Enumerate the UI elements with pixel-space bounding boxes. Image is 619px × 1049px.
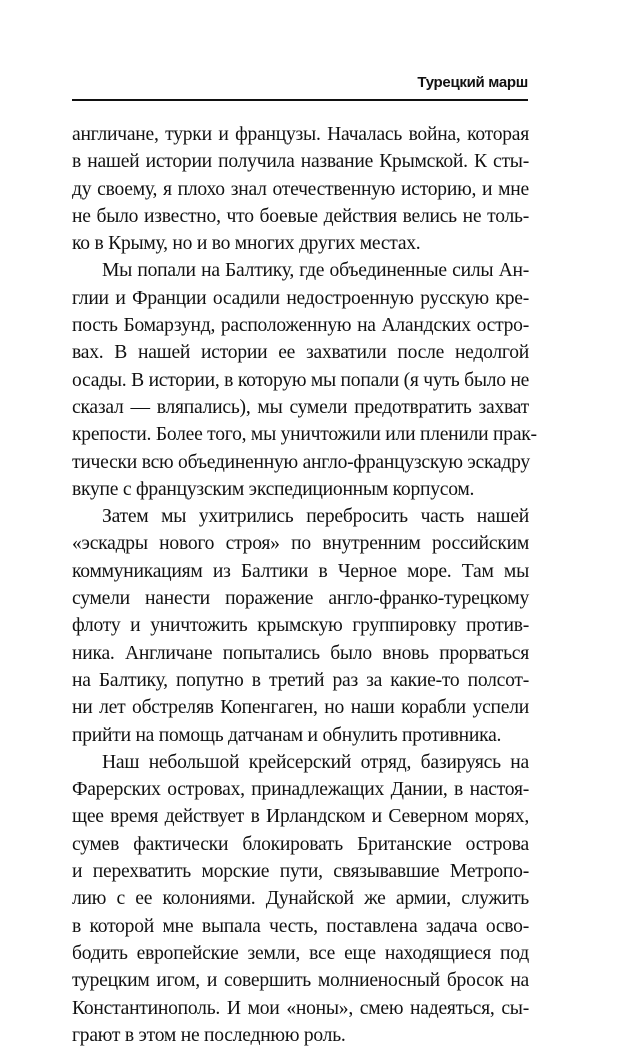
text-line: ника. Англичане попытались было вновь прорваться bbox=[72, 642, 529, 664]
text-line: прийти на помощь датчанам и обнулить противника. bbox=[72, 724, 502, 746]
paragraph-3 bbox=[72, 503, 529, 749]
text-line: грают в этом не последнюю роль. bbox=[72, 1024, 346, 1046]
text-line: в которой мне выпала честь, поставлена задача осво- bbox=[72, 915, 529, 937]
text-line: сумев фактически блокировать Британские острова bbox=[72, 833, 529, 855]
text-line: не было известно, что боевые действия велись не толь- bbox=[72, 205, 529, 227]
header-rule bbox=[72, 99, 528, 101]
text-line: сказал — вляпались), мы сумели предотвратить захват bbox=[72, 396, 529, 418]
text-line: Фарерских островах, принадлежащих Дании, в настоя- bbox=[72, 779, 529, 801]
paragraph-4 bbox=[72, 749, 529, 1049]
paragraph-1 bbox=[72, 121, 529, 257]
text-line: сумели нанести поражение англо-франко-турецкому bbox=[72, 588, 529, 610]
text-line: и перехватить морские пути, связывавшие Метропо- bbox=[72, 861, 529, 883]
text-line: глии и Франции осадили недостроенную русскую кре- bbox=[72, 287, 529, 309]
text-line: бодить европейские земли, все еще находящиеся под bbox=[72, 942, 529, 964]
text-line: ду своему, я плохо знал отечественную историю, и мне bbox=[72, 178, 529, 200]
text-line: флоту и уничтожить крымскую группировку против- bbox=[72, 615, 529, 637]
paragraph-2 bbox=[72, 257, 537, 503]
text-line: Наш небольшой крейсерский отряд, базируясь на bbox=[102, 751, 529, 773]
text-line: Затем мы ухитрились перебросить часть нашей bbox=[102, 506, 529, 528]
text-line: Константинополь. И мои «ноны», смею надеяться, сы- bbox=[72, 997, 529, 1019]
text-line: тически всю объединенную англо-французскую эскадру bbox=[72, 451, 530, 473]
text-line: англичане, турки и французы. Началась война, которая bbox=[72, 124, 529, 145]
body-text bbox=[72, 121, 537, 1049]
text-line: крепости. Более того, мы уничтожили или пленили прак- bbox=[72, 424, 537, 446]
text-line: щее время действует в Ирландском и Северном морях, bbox=[72, 806, 529, 828]
text-line: пость Бомарзунд, расположенную на Аландских остро- bbox=[72, 315, 529, 337]
text-line: Мы попали на Балтику, где объединенные силы Ан- bbox=[102, 260, 529, 282]
text-line: турецким игом, и совершить молниеносный бросок на bbox=[72, 970, 529, 992]
text-line: «эскадры нового строя» по внутренним российским bbox=[72, 533, 529, 555]
text-line: ни лет обстреляв Копенгаген, но наши корабли успели bbox=[72, 697, 529, 719]
text-line: ко в Крыму, но и во многих других местах. bbox=[72, 233, 421, 255]
text-line: вах. В нашей истории ее захватили после недолгой bbox=[72, 342, 529, 364]
text-line: на Балтику, попутно в третий раз за какие-то полсот- bbox=[72, 669, 529, 691]
text-line: лию с ее колониями. Дунайской же армии, служить bbox=[72, 888, 529, 910]
text-line: вкупе с французским экспедиционным корпусом. bbox=[72, 478, 475, 500]
text-line: в нашей истории получила название Крымской. К сты- bbox=[72, 151, 529, 173]
text-line: коммуникациям из Балтики в Черное море. Там мы bbox=[72, 560, 529, 582]
text-line: осады. В истории, в которую мы попали (я чуть было не bbox=[72, 369, 530, 391]
running-head-title: Турецкий марш bbox=[417, 74, 528, 91]
